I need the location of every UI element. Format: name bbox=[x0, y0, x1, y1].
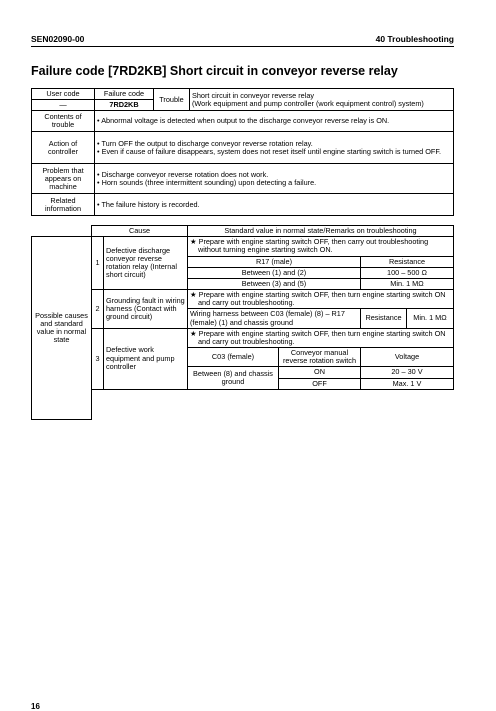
problem-item: Discharge conveyor reverse rotation does not work. bbox=[101, 169, 269, 179]
cause-header: Cause bbox=[92, 226, 188, 237]
cause-1-number: 1 bbox=[92, 237, 104, 290]
cause-3-name: Defective work equipment and pump controller bbox=[104, 328, 188, 389]
related-value: The failure history is recorded. bbox=[101, 199, 200, 209]
section-title: 40 Troubleshooting bbox=[375, 34, 454, 44]
problem-text: • Discharge conveyor reverse rotation does not work. • Horn sounds (three intermittent sounding) upon detecting a failure. bbox=[95, 164, 454, 194]
contents-text: • Abnormal voltage is detected when output to the discharge conveyor reverse relay is ON. bbox=[95, 111, 454, 132]
cause-3-on-label: ON bbox=[279, 367, 361, 378]
cause-3-off-value: Max. 1 V bbox=[361, 378, 454, 389]
problem-label: Problem that appears on machine bbox=[32, 164, 95, 194]
cause-1-col-resistance: Resistance bbox=[361, 256, 454, 267]
trouble-line-2: (Work equipment and pump controller (work equipment control) system) bbox=[192, 98, 424, 108]
cause-2-name: Grounding fault in wiring harness (Contact with ground circuit) bbox=[104, 290, 188, 329]
user-code-label: User code bbox=[32, 89, 95, 100]
failure-info-table bbox=[31, 88, 454, 216]
cause-3-col-voltage: Voltage bbox=[361, 348, 454, 367]
cause-1-row-2-value: Min. 1 MΩ bbox=[361, 278, 454, 289]
trouble-line-1: Short circuit in conveyor reverse relay bbox=[192, 90, 315, 100]
table-row bbox=[32, 111, 454, 132]
cause-1-name: Defective discharge conveyor reverse rotation relay (Internal short circuit) bbox=[104, 237, 188, 290]
cause-3-pins: Between (8) and chassis ground bbox=[188, 367, 279, 389]
standard-value-header: Standard value in normal state/Remarks on troubleshooting bbox=[188, 226, 454, 237]
cause-3-note: ★ Prepare with engine starting switch OFF, then turn engine starting switch ON and carry out troubleshooting. bbox=[188, 328, 454, 347]
cause-3-col-switch: Conveyor manual reverse rotation switch bbox=[279, 348, 361, 367]
failure-code-value: 7RD2KB bbox=[95, 100, 154, 111]
blank-cell bbox=[92, 389, 454, 419]
possible-causes-label: Possible causes and standard value in normal state bbox=[32, 237, 92, 420]
cause-1-row-1-value: 100 – 500 Ω bbox=[361, 267, 454, 278]
page-title: Failure code [7RD2KB] Short circuit in conveyor reverse relay bbox=[31, 64, 398, 78]
cause-2-measure: Resistance bbox=[361, 309, 407, 328]
contents-value: Abnormal voltage is detected when output to the discharge conveyor reverse relay is ON. bbox=[101, 116, 390, 126]
related-text: • The failure history is recorded. bbox=[95, 194, 454, 216]
table-row bbox=[32, 89, 454, 100]
table-row bbox=[32, 164, 454, 194]
cause-2-note-text: Prepare with engine starting switch OFF, then turn engine starting switch ON and carry out troubleshooting. bbox=[198, 290, 446, 308]
trouble-label: Trouble bbox=[154, 89, 190, 111]
possible-causes-table bbox=[31, 225, 454, 420]
table-row bbox=[32, 328, 454, 347]
document-code: SEN02090-00 bbox=[31, 34, 85, 44]
blank-cell bbox=[32, 226, 92, 237]
cause-2-harness: Wiring harness between C03 (female) (8) – R17 (female) (1) and chassis ground bbox=[188, 309, 361, 328]
problem-item: Horn sounds (three intermittent sounding) upon detecting a failure. bbox=[101, 177, 317, 187]
table-row bbox=[32, 226, 454, 237]
cause-2-note: ★ Prepare with engine starting switch OFF, then turn engine starting switch ON and carry out troubleshooting. bbox=[188, 290, 454, 309]
table-row bbox=[32, 194, 454, 216]
action-label: Action of controller bbox=[32, 132, 95, 164]
cause-1-row-2-pins: Between (3) and (5) bbox=[188, 278, 361, 289]
table-row bbox=[32, 290, 454, 309]
cause-3-col-connector: C03 (female) bbox=[188, 348, 279, 367]
cause-1-row-1-pins: Between (1) and (2) bbox=[188, 267, 361, 278]
table-row bbox=[32, 132, 454, 164]
cause-3-on-value: 20 – 30 V bbox=[361, 367, 454, 378]
action-item: Even if cause of failure disappears, system does not reset itself until engine starting switch is turned OFF. bbox=[101, 146, 442, 156]
action-item: Turn OFF the output to discharge conveyor reverse rotation relay. bbox=[101, 138, 313, 148]
table-row bbox=[32, 237, 454, 256]
action-text: • Turn OFF the output to discharge conveyor reverse rotation relay. • Even if cause of failure disappears, system does not reset itself until engine starting switch is turned OFF. bbox=[95, 132, 454, 164]
header-rule bbox=[31, 46, 454, 47]
cause-2-value: Min. 1 MΩ bbox=[407, 309, 454, 328]
page-number: 16 bbox=[31, 702, 40, 711]
table-row bbox=[32, 389, 454, 419]
failure-code-label: Failure code bbox=[95, 89, 154, 100]
cause-1-note: ★ Prepare with engine starting switch OFF, then carry out troubleshooting without turning engine starting switch ON. bbox=[188, 237, 454, 256]
cause-1-col-connector: R17 (male) bbox=[188, 256, 361, 267]
cause-3-note-text: Prepare with engine starting switch OFF, then turn engine starting switch ON and carry out troubleshooting. bbox=[198, 328, 446, 346]
related-label: Related information bbox=[32, 194, 95, 216]
trouble-text bbox=[190, 89, 454, 111]
cause-3-number: 3 bbox=[92, 328, 104, 389]
cause-2-number: 2 bbox=[92, 290, 104, 329]
contents-label: Contents of trouble bbox=[32, 111, 95, 132]
cause-1-note-text: Prepare with engine starting switch OFF, then carry out troubleshooting without turning engine starting switch ON. bbox=[198, 237, 429, 255]
user-code-value: — bbox=[32, 100, 95, 111]
cause-3-off-label: OFF bbox=[279, 378, 361, 389]
